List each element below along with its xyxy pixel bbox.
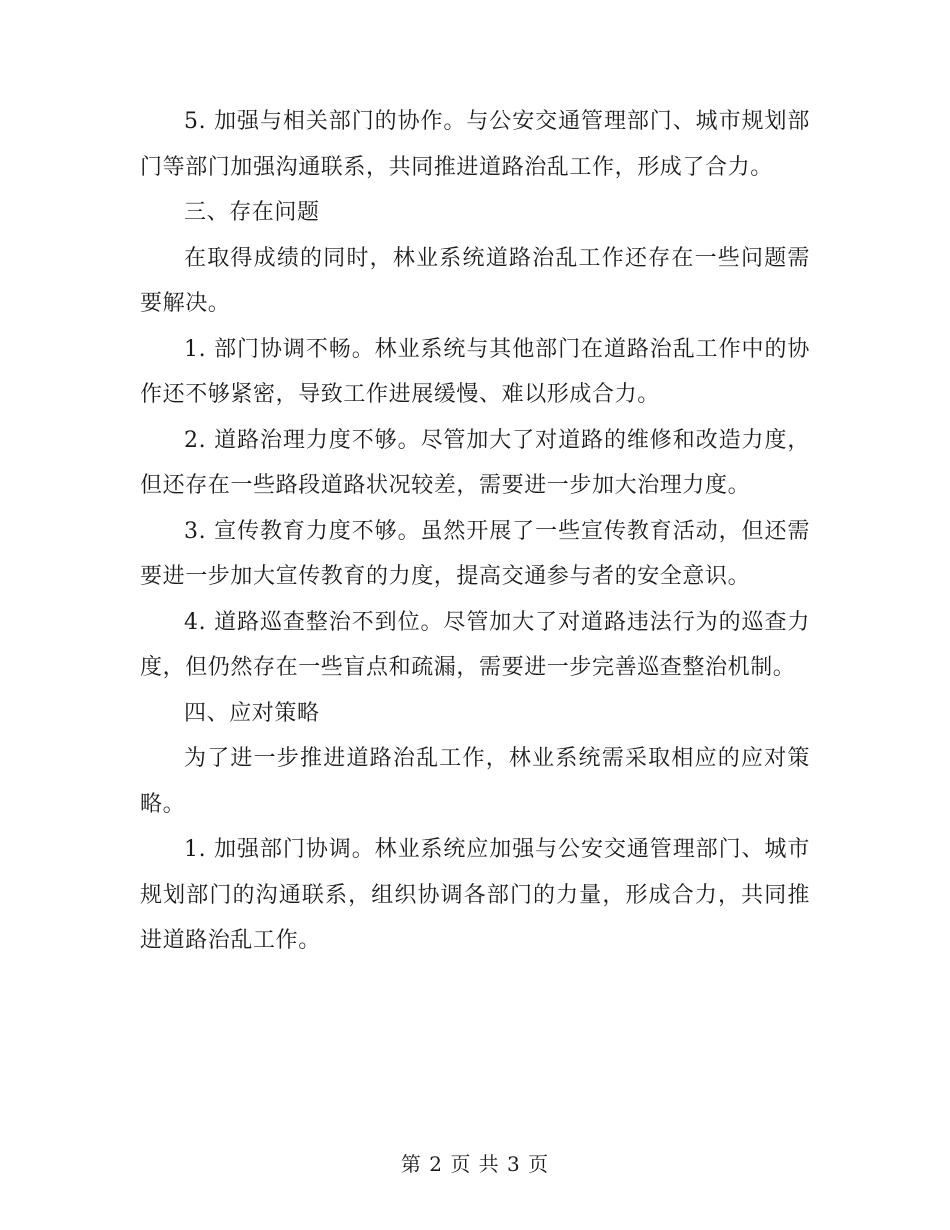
- paragraph-strategy-1: 1. 加强部门协调。林业系统应加强与公安交通管理部门、城市规划部门的沟通联系，组织协调各部门的力量，形成合力，共同推进道路治乱工作。: [140, 837, 810, 953]
- paragraph-problem-4: 4. 道路巡查整治不到位。尽管加大了对道路违法行为的巡查力度，但仍然存在一些盲点和疏漏，需要进一步完善巡查整治机制。: [140, 609, 810, 680]
- page-number-footer: 第 2 页 共 3 页: [400, 1152, 550, 1176]
- section-heading-strategies: 四、应对策略: [184, 700, 320, 726]
- paragraph-problem-3: 3. 宣传教育力度不够。虽然开展了一些宣传教育活动，但还需要进一步加大宣传教育的力度，提高交通参与者的安全意识。: [140, 518, 810, 589]
- paragraph-cooperation: 5. 加强与相关部门的协作。与公安交通管理部门、城市规划部门等部门加强沟通联系，共同推进道路治乱工作，形成了合力。: [140, 109, 810, 180]
- section-heading-problems: 三、存在问题: [184, 200, 320, 225]
- document-body: [140, 99, 810, 964]
- paragraph-problems-intro: 在取得成绩的同时，林业系统道路治乱工作还存在一些问题需要解决。: [140, 245, 810, 316]
- paragraph-strategies-intro: 为了进一步推进道路治乱工作，林业系统需采取相应的应对策略。: [140, 746, 810, 817]
- paragraph-problem-2: 2. 道路治理力度不够。尽管加大了对道路的维修和改造力度，但还存在一些路段道路状况较差，需要进一步加大治理力度。: [140, 427, 810, 498]
- paragraph-problem-1: 1. 部门协调不畅。林业系统与其他部门在道路治乱工作中的协作还不够紧密，导致工作进展缓慢、难以形成合力。: [140, 336, 810, 407]
